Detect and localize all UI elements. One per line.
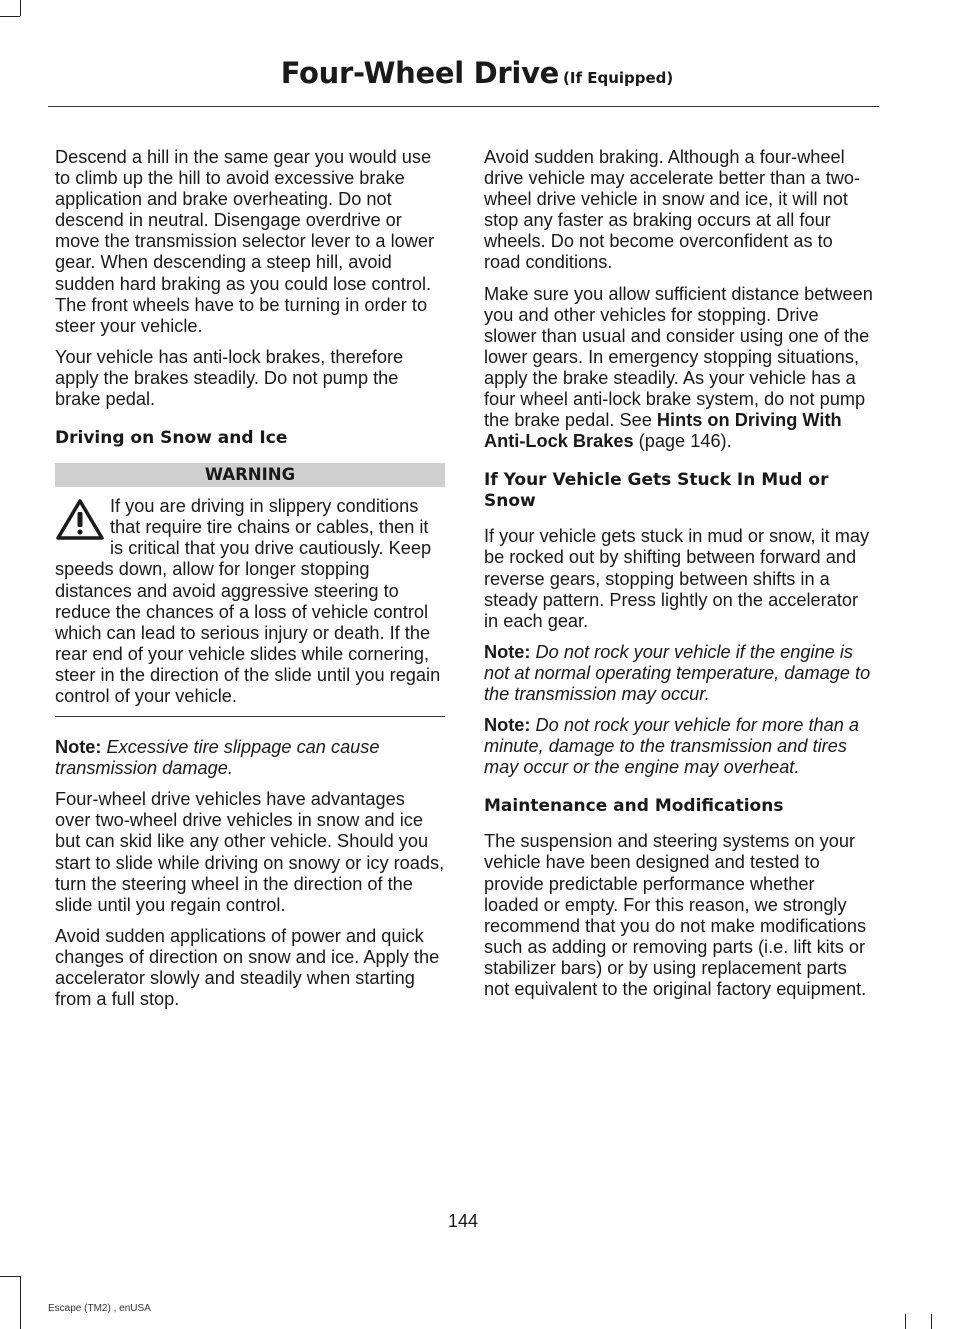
page-header: [0, 56, 954, 90]
warning-text: If you are driving in slippery conditions that require tire chains or cables, then it is critical that you drive cautiously. Keep speeds down, allow for longer stopping distances and avoid aggressive steering to reduce the chances of a loss of vehicle control which can lead to serious injury or death. If the rear end of your vehicle slides while cornering, steer in the direction of the slide until you regain control of your vehicle.: [55, 496, 441, 706]
note-text: Excessive tire slippage can cause transmission damage.: [55, 737, 380, 779]
note: [484, 642, 874, 705]
paragraph: The suspension and steering systems on your vehicle have been designed and tested to provide predictable performance whether loaded or empty. For this reason, we strongly recommend that you do not make modifications such as adding or removing parts (i.e. lift kits or stabilizer bars) or by using replacement parts not equivalent to the original factory equipment.: [484, 831, 867, 999]
page-subtitle: (If Equipped): [563, 69, 674, 87]
note-label: Note:: [484, 641, 531, 662]
crop-mark: [0, 1276, 20, 1277]
section-heading: If Your Vehicle Gets Stuck In Mud or Snow: [484, 470, 829, 512]
right-column: [484, 147, 874, 1010]
crop-mark: [931, 1314, 932, 1329]
section-heading: Maintenance and Modifications: [484, 796, 784, 817]
note: [484, 715, 874, 778]
paragraph: Your vehicle has anti-lock brakes, therefore apply the brakes steadily. Do not pump the brake pedal.: [55, 346, 404, 410]
paragraph: Avoid sudden braking. Although a four-wheel drive vehicle may accelerate better than a two-wheel drive vehicle in snow and ice, it will not stop any faster as braking occurs at all four wheels. Do not become overconfident as to road conditions.: [484, 147, 861, 273]
crop-mark: [20, 1276, 21, 1329]
note-text: Do not rock your vehicle if the engine is not at normal operating temperature, damage to the transmission may occur.: [484, 641, 871, 704]
paragraph: Avoid sudden applications of power and quick changes of direction on snow and ice. Apply the accelerator slowly and steadily when starting from a full stop.: [55, 925, 440, 1010]
left-column: [55, 147, 445, 1020]
footer-text: Escape (TM2) , enUSA: [48, 1303, 151, 1314]
page-number: 144: [447, 1211, 479, 1231]
paragraph: If your vehicle gets stuck in mud or snow, it may be rocked out by shifting between forward and reverse gears, stopping between shifts in a steady pattern. Press lightly on the accelerator in each gear.: [484, 526, 870, 631]
paragraph-text: Make sure you allow sufficient distance between you and other vehicles for stopping. Drive slower than usual and consider using one of the lower gears. In emergency stopping situations, apply the brake steadily. As your vehicle has a four wheel anti-lock brake system, do not pump the brake pedal. See: [484, 283, 873, 431]
paragraph: [484, 284, 874, 453]
paragraph: Descend a hill in the same gear you would use to climb up the hill to avoid excessive brake application and brake overheating. Do not descend in neutral. Disengage overdrive or move the transmission selector lever to a lower gear. When descending a steep hill, avoid sudden hard braking as you could lose control. The front wheels have to be turning in order to steer your vehicle.: [55, 147, 435, 336]
page-title: Four-Wheel Drive: [280, 56, 560, 90]
note-label: Note:: [55, 737, 102, 758]
warning-triangle-icon: [55, 498, 105, 542]
paragraph: Four-wheel drive vehicles have advantages over two-wheel drive vehicles in snow and ice but can skid like any other vehicle. Should you start to slide while driving on snowy or icy roads, turn the steering wheel in the direction of the slide until you regain control.: [55, 789, 445, 915]
note-text: Do not rock your vehicle for more than a minute, damage to the transmission and tires may occur or the engine may overheat.: [484, 715, 860, 778]
crop-mark: [20, 0, 21, 16]
warning-box: [55, 463, 445, 717]
cross-reference-link[interactable]: Hints on Driving With Anti-Lock Brakes: [484, 410, 842, 452]
header-rule: [48, 106, 879, 107]
section-heading: Driving on Snow and Ice: [55, 428, 288, 449]
warning-label: WARNING: [55, 463, 445, 487]
note-label: Note:: [484, 715, 531, 736]
page-reference: (page 146).: [633, 431, 732, 452]
note: [55, 737, 445, 779]
crop-mark: [905, 1314, 906, 1329]
crop-mark: [0, 16, 20, 17]
